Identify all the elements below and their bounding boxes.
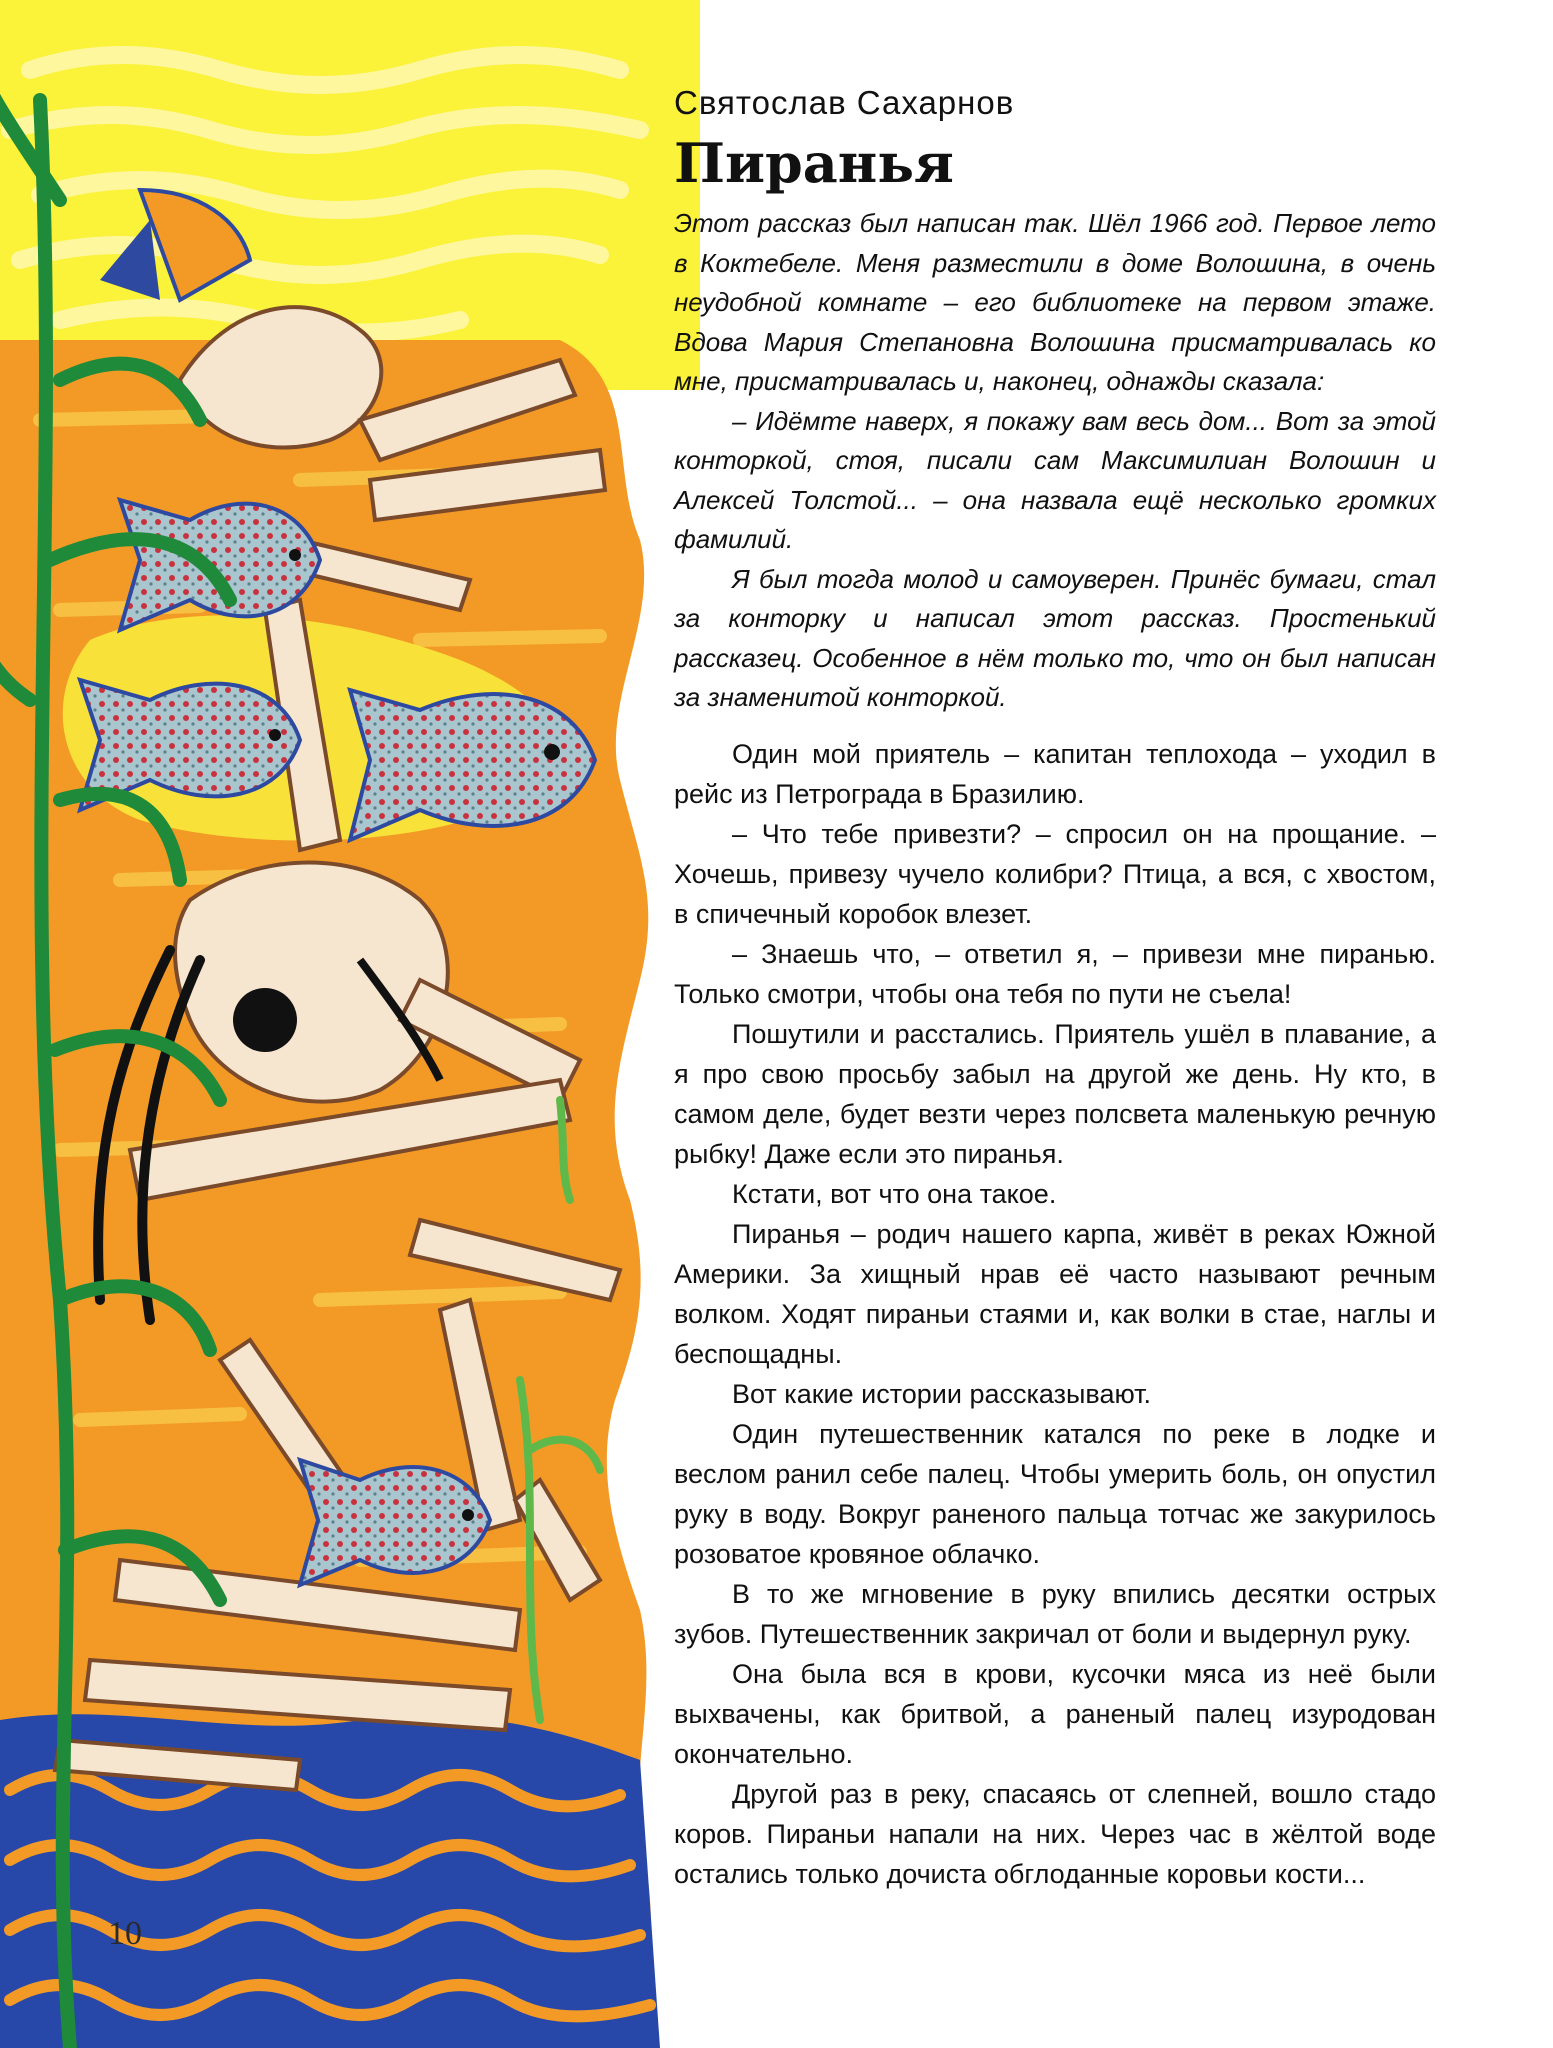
author-introduction [674, 204, 1436, 718]
story-title: Пиранья [674, 131, 954, 195]
story-paragraph: Один мой приятель – капитан теплохода – уходил в рейс из Петрограда в Бразилию. [674, 738, 1436, 809]
story-paragraph: Один путешественник катался по реке в лодке и веслом ранил себе палец. Чтобы умерить боль, он опустил руку в воду. Вокруг раненого пальца тотчас же закурилось розоватое кровяное облачко. [674, 1418, 1436, 1569]
story-paragraph: Пошутили и расстались. Приятель ушёл в плавание, а я про свою просьбу забыл на другой же день. Ну кто, в самом деле, будет везти через полсвета маленькую речную рыбку! Даже если это пиранья. [674, 1018, 1436, 1169]
story-paragraph: Другой раз в реку, спасаясь от слепней, вошло стадо коров. Пираньи напали на них. Через час в жёлтой воде остались только дочиста обглоданные коровьи кости... [674, 1778, 1436, 1889]
intro-paragraph: Этот рассказ был написан так. Шёл 1966 год. Первое лето в Коктебеле. Меня разместили в доме Волошина, в очень неудобной комнате – его библиотеке на первом этаже. Вдова Мария Степановна Волошина присматривалась ко мне, присматривалась и, наконец, однажды сказала: [674, 208, 1436, 396]
story-paragraph: Пиранья – родич нашего карпа, живёт в реках Южной Америки. За хищный нрав её часто называют речным волком. Ходят пираньи стаями и, как волки в стае, наглы и беспощадны. [674, 1218, 1436, 1369]
piranha-illustration [0, 0, 700, 2048]
story-paragraph: В то же мгновение в руку впились десятки острых зубов. Путешественник закричал от боли и выдернул руку. [674, 1578, 1436, 1649]
story-paragraph: – Что тебе привезти? – спросил он на прощание. – Хочешь, привезу чучело колибри? Птица, а вся, с хвостом, в спичечный коробок влезет. [674, 818, 1436, 929]
intro-paragraph: – Идёмте наверх, я покажу вам весь дом... Вот за этой конторкой, стоя, писали сам Максимилиан Волошин и Алексей Толстой... – она назвала ещё несколько громких фамилий. [674, 405, 1436, 554]
story-paragraph: – Знаешь что, – ответил я, – привези мне пиранью. Только смотри, чтобы она тебя по пути не съела! [674, 938, 1436, 1009]
skull-eye-socket [233, 988, 297, 1052]
story-paragraph: Она была вся в крови, кусочки мяса из неё были выхвачены, как бритвой, а раненый палец изуродован окончательно. [674, 1658, 1436, 1769]
author-name: Святослав Сахарнов [674, 84, 1015, 121]
story-paragraph: Кстати, вот что она такое. [732, 1178, 1057, 1209]
intro-paragraph: Я был тогда молод и самоуверен. Принёс бумаги, стал за конторку и написал этот рассказ. Простенький рассказец. Особенное в нём только то, что он был написан за знаменитой конторкой. [674, 563, 1436, 712]
page-number: 10 [108, 1915, 142, 1952]
story-paragraph: Вот какие истории рассказывают. [732, 1378, 1152, 1409]
text-column [674, 78, 1436, 1894]
story-text [674, 734, 1436, 1894]
